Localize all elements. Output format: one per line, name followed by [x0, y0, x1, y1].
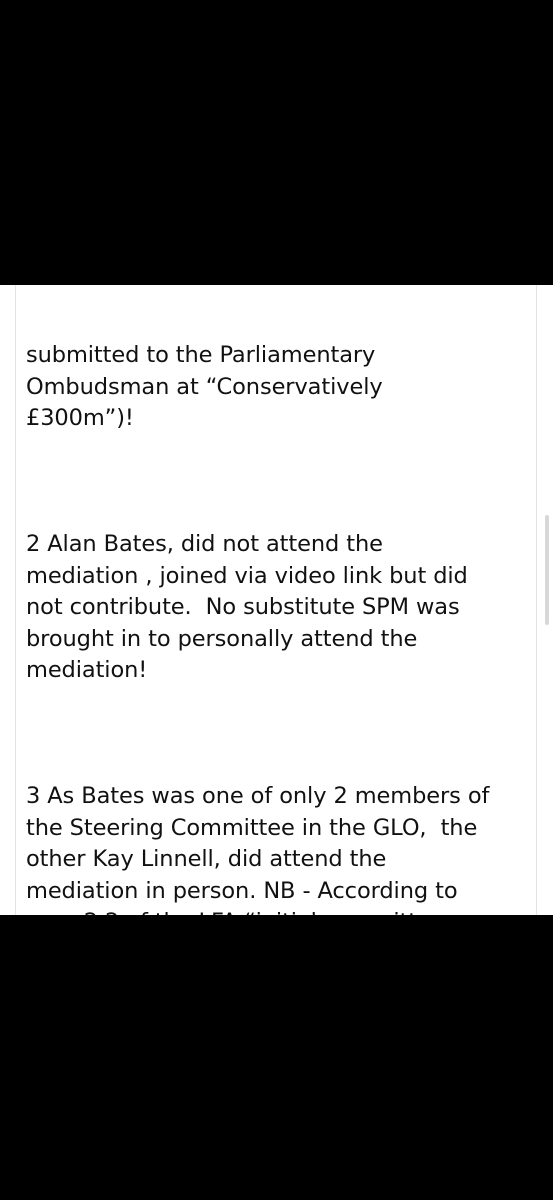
paragraph-point-2: 2 Alan Bates, did not attend the mediation , joined via video link but did not contribute. No substitute SPM was brought in to personally attend the mediation!: [26, 531, 468, 683]
top-black-bar: [0, 0, 553, 285]
right-border-line: [536, 285, 537, 915]
paragraph-point-3: 3 As Bates was one of only 2 members of the Steering Committee in the GLO, the other Kay Linnell, did attend the mediation in person. NB - According to: [26, 783, 490, 904]
left-border-line: [15, 285, 16, 915]
scrollbar-thumb[interactable]: [545, 515, 549, 625]
document-panel[interactable]: [0, 285, 553, 915]
bottom-black-bar: [0, 915, 553, 1200]
paragraph-intro: submitted to the Parliamentary Ombudsman at “Conservatively £300m”)!: [26, 342, 383, 431]
